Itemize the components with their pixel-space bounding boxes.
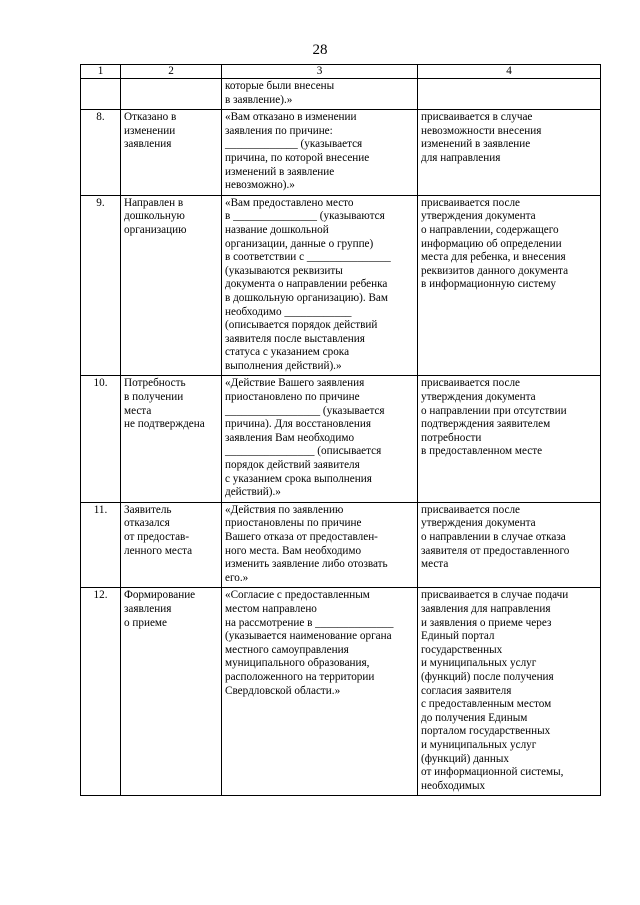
text-line: муниципального образования,	[225, 657, 370, 670]
text-line: государственных	[421, 643, 503, 656]
text-line: Потребность	[124, 377, 186, 390]
text-line: местом направлено	[225, 602, 317, 615]
message-cell	[222, 376, 418, 502]
text-line: «Действие Вашего заявления	[225, 377, 365, 390]
table-row	[81, 588, 601, 796]
text-line: местного самоуправления	[225, 643, 349, 656]
text-line: о направлении при отсутствии	[421, 404, 567, 417]
text-line: невозможности внесения	[421, 124, 542, 137]
table-header-row	[81, 65, 601, 79]
table-row	[81, 376, 601, 502]
row-number-cell: 10.	[81, 376, 121, 502]
text-line: в заявление).»	[225, 93, 293, 106]
text-line: организации, данные о группе)	[225, 237, 374, 250]
text-line: и муниципальных услуг	[421, 738, 537, 751]
text-line: присваивается в случае подачи	[421, 589, 569, 602]
text-line: изменений в заявление	[421, 138, 531, 151]
text-line: отказался	[124, 517, 170, 530]
text-line: ________________ (описывается	[225, 445, 382, 458]
text-line: (описывается порядок действий	[225, 319, 378, 332]
text-line: «Действия по заявлению	[225, 503, 344, 516]
message-cell	[222, 588, 418, 796]
table-row	[81, 502, 601, 588]
text-line: заявления по причине:	[225, 124, 333, 137]
text-line: места для ребенка, и внесения	[421, 251, 566, 264]
status-cell	[121, 110, 222, 196]
text-line: присваивается после	[421, 196, 520, 209]
header-cell: 3	[222, 65, 418, 79]
text-line: причина, по которой внесение	[225, 151, 370, 164]
assignment-condition-cell	[418, 502, 601, 588]
text-line: в соответствии с _______________	[225, 251, 391, 264]
text-line: и заявления о приеме через	[421, 616, 552, 629]
text-line: утверждения документа	[421, 210, 536, 223]
table-row	[81, 195, 601, 376]
status-cell	[121, 502, 222, 588]
text-line: заявления для направления	[421, 602, 551, 615]
text-line: которые были внесены	[225, 80, 335, 92]
text-line: его.»	[225, 571, 249, 584]
status-cell	[121, 195, 222, 376]
text-line: ного места. Вам необходимо	[225, 544, 362, 557]
text-line: _____________ (указывается	[225, 138, 363, 151]
text-line: потребности	[421, 431, 482, 444]
text-line: документа о направлении ребенка	[225, 278, 388, 291]
text-line: в предоставленном месте	[421, 445, 543, 458]
assignment-condition-cell	[418, 376, 601, 502]
text-line: организацию	[124, 223, 187, 236]
text-line: в информационную систему	[421, 278, 557, 291]
text-line: заявления Вам необходимо	[225, 431, 355, 444]
text-line: с указанием срока выполнения	[225, 472, 372, 485]
text-line: заявления	[124, 602, 172, 615]
text-line: о направлении в случае отказа	[421, 531, 566, 543]
text-line: ленного места	[124, 544, 193, 557]
text-line: порталом государственных	[421, 725, 551, 738]
text-line: Направлен в	[124, 196, 184, 209]
text-line: подтверждения заявителем	[421, 418, 551, 431]
text-line: приостановлены по причине	[225, 517, 362, 530]
text-line: Заявитель	[124, 503, 172, 516]
message-cell	[222, 195, 418, 376]
text-line: присваивается в случае	[421, 111, 533, 124]
text-line: изменить заявление либо отозвать	[225, 558, 388, 571]
text-line: (функций) после получения	[421, 670, 554, 683]
text-line: места	[124, 404, 152, 417]
text-line: присваивается после	[421, 377, 520, 390]
text-line: необходимо ____________	[225, 305, 352, 318]
text-line: от предостав-	[124, 531, 190, 543]
text-line: порядок действий заявителя	[225, 459, 360, 472]
text-line: причина). Для восстановления	[225, 418, 371, 431]
page-number: 28	[312, 42, 328, 58]
text-line: утверждения документа	[421, 391, 536, 404]
text-line: (указываются реквизиты	[225, 264, 343, 277]
status-cell	[121, 376, 222, 502]
text-line: Свердловской области.»	[225, 684, 341, 697]
text-line: на рассмотрение в ______________	[225, 616, 394, 629]
text-line: до получения Единым	[421, 711, 528, 724]
text-line: согласия заявителя	[421, 684, 512, 697]
text-line: необходимых	[421, 779, 486, 792]
text-line: для направления	[421, 151, 501, 164]
text-line: невозможно).»	[225, 179, 295, 192]
text-line: «Вам предоставлено место	[225, 196, 354, 209]
text-line: действий).»	[225, 486, 281, 499]
text-line: Формирование	[124, 589, 196, 602]
text-line: «Вам отказано в изменении	[225, 111, 357, 124]
table-row	[81, 110, 601, 196]
header-cell: 4	[418, 65, 601, 79]
row-number-cell: 11.	[81, 502, 121, 588]
text-line: приостановлено по причине	[225, 391, 360, 404]
text-line: «Согласие с предоставленным	[225, 589, 370, 602]
text-line: заявления	[124, 138, 172, 151]
text-line: Вашего отказа от предоставлен-	[225, 531, 378, 543]
text-line: выполнения действий).»	[225, 359, 342, 372]
table-row	[81, 79, 601, 110]
text-line: название дошкольной	[225, 223, 329, 236]
text-line: реквизитов данного документа	[421, 264, 569, 277]
text-line: статуса с указанием срока	[225, 346, 350, 359]
header-cell: 2	[121, 65, 222, 79]
message-cell	[222, 110, 418, 196]
row-number-cell: 9.	[81, 195, 121, 376]
text-line: информацию об определении	[421, 237, 562, 250]
message-cell	[222, 502, 418, 588]
text-line: и муниципальных услуг	[421, 657, 537, 670]
text-line: изменении	[124, 124, 176, 137]
text-line: от информационной системы,	[421, 766, 564, 779]
row-number-cell: 8.	[81, 110, 121, 196]
row-number-cell	[81, 79, 121, 110]
status-cell	[121, 79, 222, 110]
text-line: заявителя после выставления	[225, 332, 365, 345]
text-line: не подтверждена	[124, 418, 205, 431]
text-line: _________________ (указывается	[225, 404, 385, 417]
text-line: изменений в заявление	[225, 165, 335, 178]
text-line: Отказано в	[124, 111, 177, 124]
text-line: в дошкольную организацию). Вам	[225, 291, 388, 304]
assignment-condition-cell	[418, 195, 601, 376]
message-cell	[222, 79, 418, 110]
text-line: (функций) данных	[421, 752, 509, 765]
text-line: в _______________ (указываются	[225, 210, 385, 223]
text-line: о направлении, содержащего	[421, 223, 559, 236]
text-line: дошкольную	[124, 210, 185, 223]
assignment-condition-cell	[418, 588, 601, 796]
text-line: расположенного на территории	[225, 670, 375, 683]
text-line: в получении	[124, 391, 184, 404]
text-line: места	[421, 558, 449, 571]
text-line: присваивается после	[421, 503, 520, 516]
status-table	[80, 64, 601, 796]
status-cell	[121, 588, 222, 796]
header-cell: 1	[81, 65, 121, 79]
text-line: утверждения документа	[421, 517, 536, 530]
row-number-cell: 12.	[81, 588, 121, 796]
text-line: о приеме	[124, 616, 167, 629]
assignment-condition-cell	[418, 110, 601, 196]
text-line: заявителя от предоставленного	[421, 544, 570, 557]
text-line: с предоставленным местом	[421, 698, 552, 711]
text-line: (указывается наименование органа	[225, 630, 392, 643]
text-line: Единый портал	[421, 630, 495, 643]
assignment-condition-cell	[418, 79, 601, 110]
